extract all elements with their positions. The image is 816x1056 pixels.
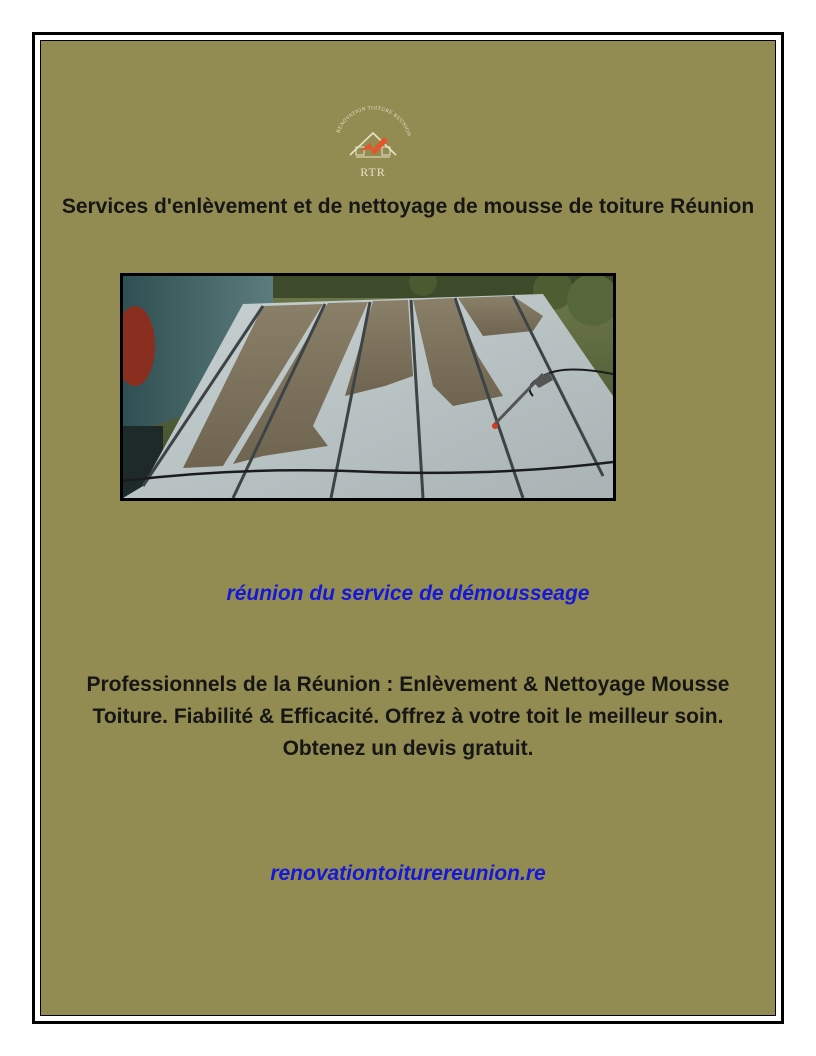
logo-arc-text: RENOVATION TOITURE REUNION — [335, 105, 412, 138]
description-text: Professionnels de la Réunion : Enlèvement & Nettoyage Mousse Toiture. Fiabilité & Efficacité. Offrez à votre toit le meilleur soin. Obtenez un devis gratuit. — [86, 673, 730, 760]
rtr-logo — [326, 85, 420, 185]
service-link[interactable]: réunion du service de démousseage — [226, 582, 590, 605]
house-roof-logo-icon — [326, 85, 420, 185]
page-title: Services d'enlèvement et de nettoyage de mousse de toiture Réunion — [61, 195, 755, 218]
website-link[interactable]: renovationtoiturereunion.re — [270, 862, 546, 885]
roof-cleaning-photo — [123, 276, 613, 498]
roof-photo — [120, 273, 616, 501]
logo-text: RTR — [360, 165, 386, 179]
